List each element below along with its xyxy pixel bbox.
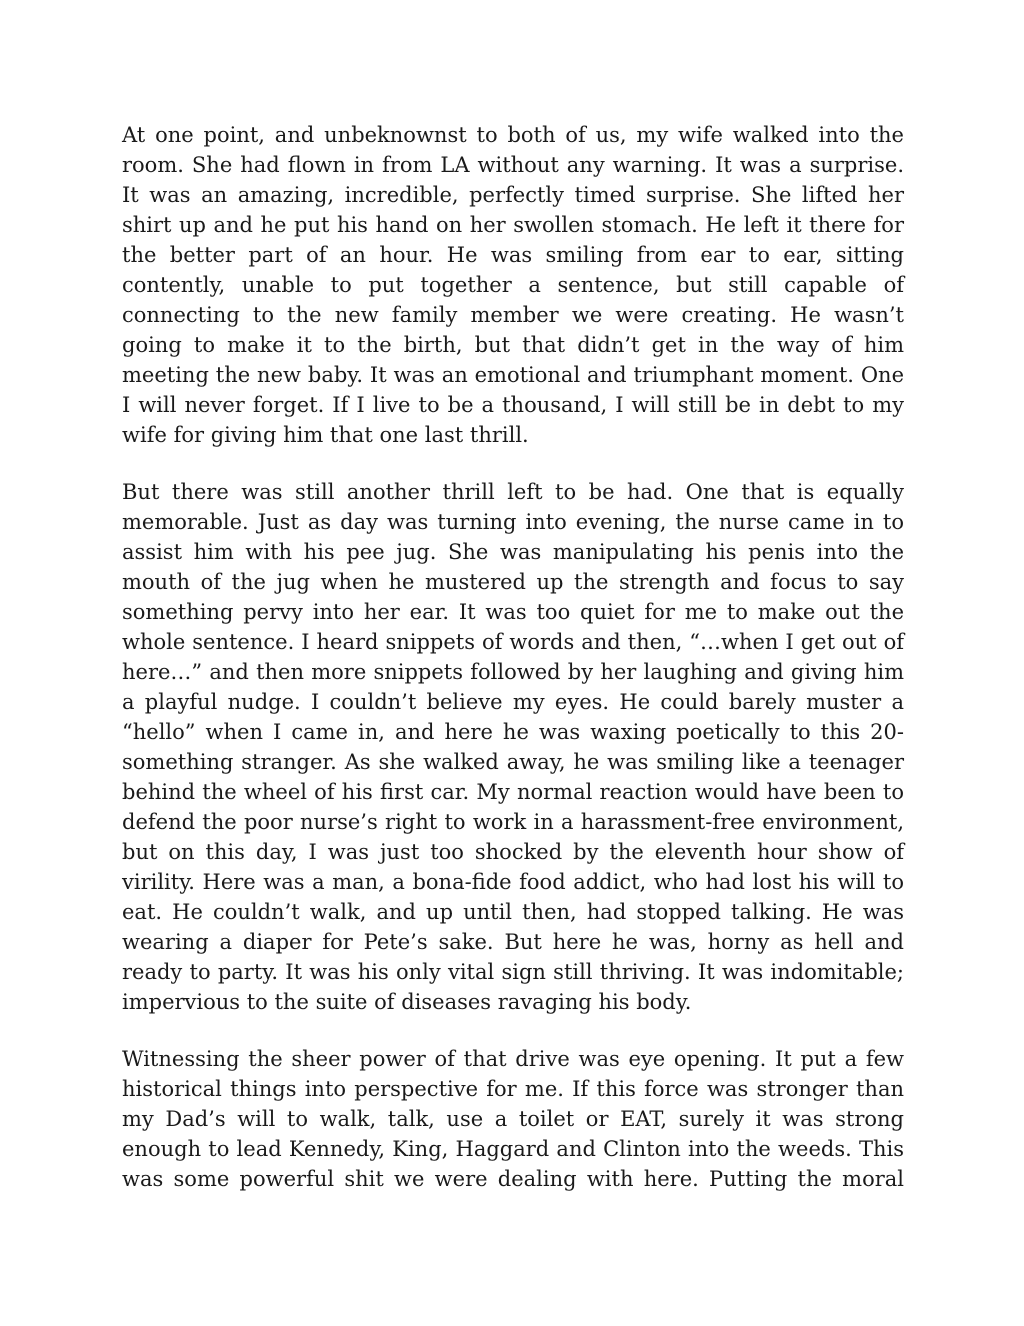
paragraph-3: Witnessing the sheer power of that drive was eye opening. It put a few historical things into perspective for me. If this force was stronger than my Dad’s will to walk, talk, use a toilet or EAT, surely it was strong enough to lead Kennedy, King, Haggard and Clinton into the weeds. This was some powerful shit we were dealing with here. Putting the moral [122,1047,904,1191]
paragraph-2: But there was still another thrill left to be had. One that is equally memorable. Just as day was turning into evening, the nurse came in to assist him with his pee jug. She was manipulating his penis into the mouth of the jug when he mustered up the strength and focus to say something pervy into her ear. It was too quiet for me to make out the whole sentence. I heard snippets of words and then, “…when I get out of here…” and then more snippets followed by her laughing and giving him a playful nudge. I couldn’t believe my eyes. He could barely muster a “hello” when I came in, and here he was waxing poetically to this 20-something stranger. As she walked away, he was smiling like a teenager behind the wheel of his first car. My normal reaction would have been to defend the poor nurse’s right to work in a harassment-free environment, but on this day, I was just too shocked by the eleventh hour show of virility. Here was a man, a bona-fide food addict, who had lost his will to eat. He couldn’t walk, and up until then, had stopped talking. He was wearing a diaper for Pete’s sake. But here he was, horny as hell and ready to party. It was his only vital sign still thriving. It was indomitable; impervious to the suite of diseases ravaging his body. [122,480,904,1014]
paragraph-1: At one point, and unbeknownst to both of us, my wife walked into the room. She had flown in from LA without any warning. It was a surprise. It was an amazing, incredible, perfectly timed surprise. She lifted her shirt up and he put his hand on her swollen stomach. He left it there for the better part of an hour. He was smiling from ear to ear, sitting contently, unable to put together a sentence, but still capable of connecting to the new family member we were creating. He wasn’t going to make it to the birth, but that didn’t get in the way of him meeting the new baby. It was an emotional and triumphant moment. One I will never forget. If I live to be a thousand, I will still be in debt to my wife for giving him that one last thrill. [122,123,904,447]
document-page [122,120,904,1221]
